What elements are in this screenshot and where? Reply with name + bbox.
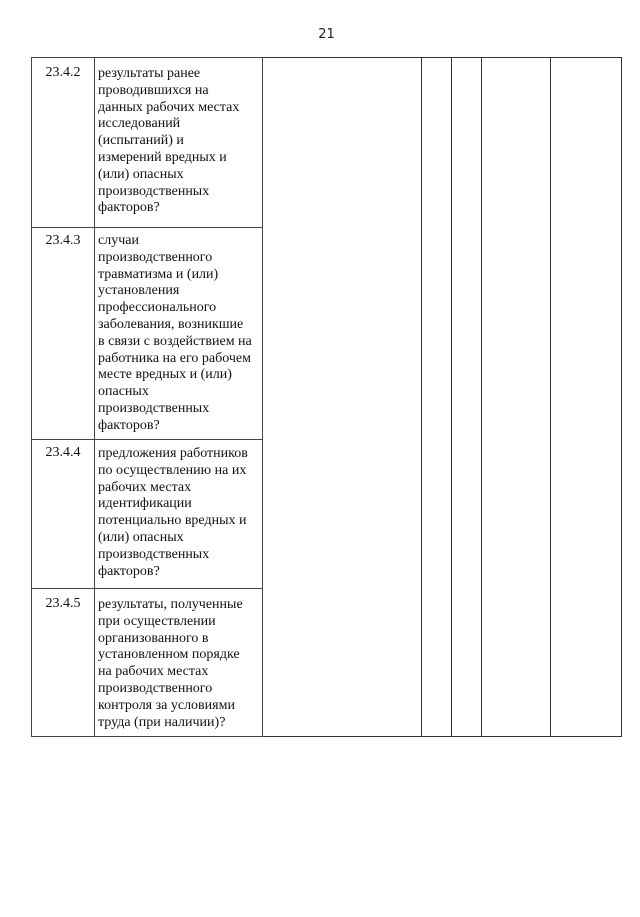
item-text: результаты, полученные при осуществлении организованного в установленном порядке на рабочих местах производственного контроля за условиями труда (при наличии)? (98, 597, 243, 730)
checklist-table (31, 57, 622, 737)
page-number: 21 (318, 27, 335, 42)
table-border-right (621, 57, 622, 737)
column-divider (481, 57, 482, 737)
item-text: предложения работников по осуществлению на их рабочих местах идентификации потенциально вредных и (или) опасных производственных факторов? (98, 446, 248, 579)
item-number: 23.4.5 (45, 596, 81, 611)
item-text: случаи производственного травматизма и (или) установления профессионального заболевания, возникшие в связи с воздействием на работника на его рабочем месте вредных и (или) опасных производственных факторов? (98, 233, 252, 433)
item-number: 23.4.3 (45, 233, 81, 248)
item-number: 23.4.4 (45, 445, 81, 460)
number-cell (31, 227, 95, 440)
column-divider (421, 57, 422, 737)
item-text: результаты ранее проводившихся на данных рабочих местах исследований (испытаний) и измерений вредных и (или) опасных производственных факторов? (98, 66, 240, 216)
item-number: 23.4.2 (45, 65, 81, 80)
column-divider (451, 57, 452, 737)
number-cell (31, 57, 95, 228)
column-divider (550, 57, 551, 737)
